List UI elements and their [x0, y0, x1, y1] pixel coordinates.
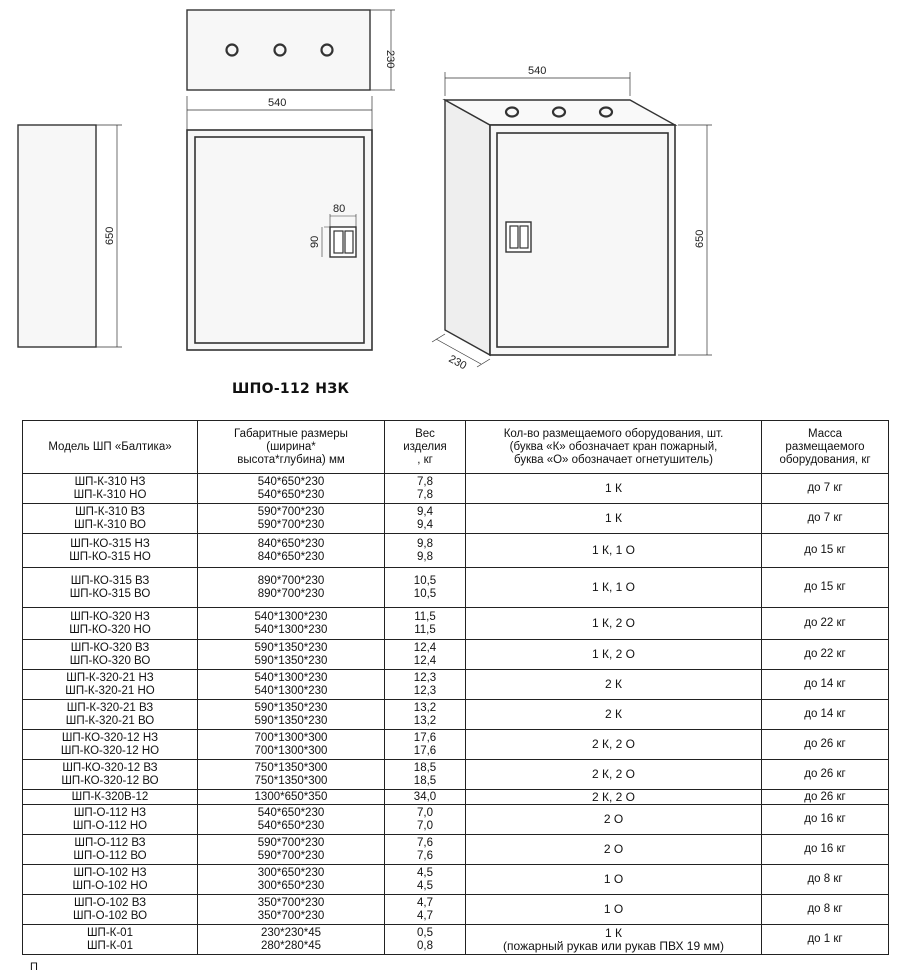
equipment-cell [466, 760, 762, 790]
weight-cell-line: 11,5 [414, 623, 436, 636]
header-weight-line: изделия [403, 440, 447, 453]
weight-cell-line: 7,6 [417, 849, 433, 862]
dimensions-cell [198, 790, 385, 805]
equipment-cell [466, 925, 762, 955]
header-mass-line: оборудования, кг [779, 453, 871, 466]
header-mass [762, 421, 889, 474]
header-weight-line: , кг [417, 453, 433, 466]
weight-cell-line: 9,4 [417, 518, 433, 531]
header-model: Модель ШП «Балтика» [23, 421, 198, 474]
dimensions-cell-line: 350*700*230 [257, 909, 325, 922]
model-cell [23, 700, 198, 730]
header-weight-line: Вес [415, 427, 435, 440]
dimensions-cell-line: 700*1300*300 [254, 744, 328, 757]
model-cell-line: ШП-КО-320-12 НЗ [61, 731, 159, 744]
header-equipment-line: Кол-во размещаемого оборудования, шт. [503, 427, 724, 440]
spec-table-body [23, 474, 889, 955]
weight-cell-line: 12,4 [413, 654, 437, 667]
weight-cell [385, 865, 466, 895]
header-dimensions-line: высота*глубина) мм [237, 453, 345, 466]
model-cell-line: ШП-КО-320 НЗ [70, 610, 150, 623]
model-cell [23, 895, 198, 925]
dimensions-cell-line: 700*1300*300 [254, 731, 328, 744]
dimensions-cell-line: 750*1350*300 [254, 774, 328, 787]
weight-cell [385, 805, 466, 835]
dimensions-cell-line: 590*1350*230 [254, 714, 328, 727]
dimensions-cell [198, 608, 385, 640]
model-cell-line: ШП-КО-320 ВО [69, 654, 151, 667]
header-mass-line: Масса [807, 427, 842, 440]
table-row [23, 670, 889, 700]
model-cell-line: ШП-КО-320-12 ВО [61, 774, 159, 787]
model-cell-line: ШП-О-102 ВЗ [73, 896, 147, 909]
mass-cell: до 26 кг [762, 760, 889, 790]
model-cell [23, 805, 198, 835]
equipment-cell [466, 670, 762, 700]
model-cell-line: ШП-КО-315 ВО [69, 587, 151, 600]
dimensions-cell-line: 540*1300*230 [254, 610, 328, 623]
equipment-cell [466, 865, 762, 895]
table-row [23, 760, 889, 790]
weight-cell-line: 10,5 [413, 587, 437, 600]
dim-iso-height: 650 [694, 229, 706, 248]
dim-side-height: 650 [104, 226, 116, 245]
table-row [23, 474, 889, 504]
table-row [23, 925, 889, 955]
header-dimensions [198, 421, 385, 474]
weight-cell-line: 12,4 [413, 641, 437, 654]
technical-drawing [0, 0, 905, 410]
model-cell [23, 534, 198, 568]
table-row [23, 895, 889, 925]
weight-cell-line: 9,8 [417, 550, 433, 563]
weight-cell-line: 0,5 [417, 926, 433, 939]
model-cell [23, 504, 198, 534]
model-caption: ШПО-112 НЗК [232, 381, 350, 397]
header-dimensions-line: Габаритные размеры [234, 427, 348, 440]
weight-cell-line: 18,5 [413, 761, 437, 774]
dim-handle-width: 80 [333, 203, 346, 215]
dimensions-cell [198, 474, 385, 504]
mass-cell: до 15 кг [762, 568, 889, 608]
table-row [23, 805, 889, 835]
weight-cell-line: 4,5 [417, 866, 433, 879]
model-cell-line: ШП-О-112 НО [72, 819, 148, 832]
table-row [23, 730, 889, 760]
equipment-cell-line: 1 К, 1 О [591, 580, 635, 595]
equipment-cell [466, 805, 762, 835]
dimensions-cell [198, 730, 385, 760]
dimensions-cell-line: 540*650*230 [257, 488, 325, 501]
dimensions-cell [198, 835, 385, 865]
weight-cell-line: 18,5 [413, 774, 437, 787]
dim-handle-height: 90 [309, 235, 321, 248]
model-cell-line: ШП-К-310 НО [73, 488, 147, 501]
dimensions-cell-line: 300*650*230 [257, 866, 325, 879]
dimensions-cell-line: 590*700*230 [257, 836, 325, 849]
dim-front-width: 540 [268, 97, 287, 109]
weight-cell [385, 925, 466, 955]
mass-cell: до 26 кг [762, 730, 889, 760]
table-row [23, 608, 889, 640]
weight-cell [385, 835, 466, 865]
model-cell [23, 925, 198, 955]
table-row [23, 865, 889, 895]
weight-cell-line: 4,7 [417, 909, 433, 922]
mass-cell: до 14 кг [762, 700, 889, 730]
model-cell-line: ШП-О-102 НО [72, 879, 148, 892]
dimensions-cell-line: 280*280*45 [260, 939, 322, 952]
dimensions-cell-line: 540*650*230 [257, 819, 325, 832]
header-equipment-line: буква «О» обозначает огнетушитель) [514, 453, 713, 466]
weight-cell-line: 34,0 [413, 790, 437, 803]
model-cell [23, 640, 198, 670]
dim-iso-width: 540 [528, 65, 547, 77]
mass-cell: до 22 кг [762, 608, 889, 640]
equipment-cell [466, 474, 762, 504]
equipment-cell-line: 1 К, 2 О [591, 647, 635, 662]
model-cell-line: ШП-К-01 [87, 926, 133, 939]
table-row [23, 640, 889, 670]
dimensions-cell [198, 925, 385, 955]
model-cell-line: ШП-К-310 НЗ [74, 475, 146, 488]
weight-cell [385, 504, 466, 534]
weight-cell-line: 13,2 [413, 701, 437, 714]
dimensions-cell-line: 590*700*230 [257, 849, 325, 862]
equipment-cell-line: (пожарный рукав или рукав ПВХ 19 мм) [503, 938, 724, 953]
model-cell-line: ШП-К-310 ВО [74, 518, 146, 531]
equipment-cell-line: 1 О [603, 902, 624, 917]
dimensions-cell-line: 840*650*230 [257, 550, 325, 563]
dimensions-cell [198, 640, 385, 670]
table-row [23, 504, 889, 534]
model-cell-line: ШП-К-320-21 НЗ [66, 671, 154, 684]
table-row [23, 790, 889, 805]
equipment-cell [466, 790, 762, 805]
model-cell-line: ШП-К-320-21 ВО [65, 714, 155, 727]
mass-cell: до 22 кг [762, 640, 889, 670]
equipment-cell [466, 504, 762, 534]
model-cell [23, 608, 198, 640]
model-cell [23, 568, 198, 608]
model-cell [23, 760, 198, 790]
weight-cell [385, 790, 466, 805]
weight-cell-line: 7,0 [417, 806, 433, 819]
mass-cell: до 8 кг [762, 865, 889, 895]
model-cell-line: ШП-КО-320-12 ВЗ [62, 761, 158, 774]
weight-cell-line: 17,6 [413, 744, 437, 757]
dimensions-cell [198, 805, 385, 835]
dim-top-depth: 230 [384, 50, 396, 69]
dimensions-cell-line: 840*650*230 [257, 537, 325, 550]
model-cell-line: ШП-О-112 ВО [73, 849, 147, 862]
equipment-cell-line: 1 К, 1 О [591, 543, 635, 558]
mass-cell: до 8 кг [762, 895, 889, 925]
dimensions-cell-line: 590*1350*230 [254, 654, 328, 667]
dimensions-cell [198, 865, 385, 895]
weight-cell-line: 9,4 [417, 505, 433, 518]
model-cell-line: ШП-К-01 [87, 939, 133, 952]
dimensions-cell-line: 590*700*230 [257, 518, 325, 531]
equipment-cell [466, 700, 762, 730]
dimensions-cell-line: 1300*650*350 [254, 790, 328, 803]
mass-cell: до 1 кг [762, 925, 889, 955]
weight-cell-line: 17,6 [413, 731, 437, 744]
mass-cell: до 16 кг [762, 835, 889, 865]
weight-cell-line: 4,5 [417, 879, 433, 892]
table-header-row [23, 421, 889, 474]
weight-cell [385, 608, 466, 640]
dimensions-cell-line: 350*700*230 [257, 896, 325, 909]
equipment-cell-line: 1 К [605, 925, 622, 940]
equipment-cell [466, 895, 762, 925]
mass-cell: до 26 кг [762, 790, 889, 805]
dimensions-cell-line: 890*700*230 [257, 574, 325, 587]
weight-cell-line: 7,6 [417, 836, 433, 849]
header-dimensions-line: (ширина* [266, 440, 316, 453]
model-cell-line: ШП-К-320-21 ВЗ [66, 701, 154, 714]
model-cell-line: ШП-КО-320-12 НО [60, 744, 160, 757]
equipment-cell [466, 730, 762, 760]
model-cell [23, 865, 198, 895]
footer-note-cut: П [30, 961, 38, 973]
model-cell-line: ШП-КО-315 НО [69, 550, 151, 563]
dim-iso-depth: 230 [446, 353, 469, 373]
weight-cell-line: 10,5 [413, 574, 437, 587]
model-cell-line: ШП-КО-320 НО [69, 623, 151, 636]
dimensions-cell-line: 590*1350*230 [254, 701, 328, 714]
dimensions-cell [198, 534, 385, 568]
model-cell [23, 474, 198, 504]
equipment-cell-line: 2 О [603, 842, 624, 857]
header-weight [385, 421, 466, 474]
model-cell [23, 835, 198, 865]
model-cell-line: ШП-К-310 ВЗ [75, 505, 145, 518]
dimensions-cell [198, 568, 385, 608]
dimensions-cell-line: 590*1350*230 [254, 641, 328, 654]
cabinet-drawing-svg [0, 0, 905, 410]
equipment-cell-line: 1 К [605, 481, 622, 496]
weight-cell-line: 11,5 [414, 610, 436, 623]
weight-cell [385, 534, 466, 568]
equipment-cell-line: 1 К [605, 511, 622, 526]
side-view [18, 125, 96, 347]
mass-cell: до 16 кг [762, 805, 889, 835]
dimensions-cell-line: 540*1300*230 [254, 671, 328, 684]
table-row [23, 700, 889, 730]
weight-cell [385, 760, 466, 790]
weight-cell [385, 730, 466, 760]
weight-cell-line: 7,0 [417, 819, 433, 832]
mass-cell: до 14 кг [762, 670, 889, 700]
weight-cell [385, 568, 466, 608]
dimensions-cell [198, 504, 385, 534]
weight-cell [385, 700, 466, 730]
weight-cell-line: 12,3 [413, 684, 437, 697]
mass-cell: до 7 кг [762, 474, 889, 504]
model-cell-line: ШП-КО-315 НЗ [70, 537, 150, 550]
dimensions-cell [198, 895, 385, 925]
weight-cell-line: 0,8 [417, 939, 433, 952]
weight-cell [385, 895, 466, 925]
model-cell-line: ШП-К-320В-12 [71, 790, 149, 803]
model-cell-line: ШП-КО-320 ВЗ [70, 641, 150, 654]
dimensions-cell-line: 590*700*230 [257, 505, 325, 518]
equipment-cell [466, 640, 762, 670]
weight-cell [385, 474, 466, 504]
equipment-cell-line: 2 О [603, 812, 624, 827]
dimensions-cell-line: 300*650*230 [257, 879, 325, 892]
equipment-cell-line: 2 К, 2 О [591, 767, 635, 782]
dimensions-cell-line: 750*1350*300 [254, 761, 328, 774]
model-cell-line: ШП-О-112 НЗ [73, 806, 147, 819]
dimensions-cell [198, 760, 385, 790]
equipment-cell [466, 835, 762, 865]
iso-side [445, 100, 490, 355]
model-cell-line: ШП-К-320-21 НО [65, 684, 155, 697]
weight-cell [385, 670, 466, 700]
weight-cell-line: 7,8 [417, 475, 433, 488]
model-cell [23, 670, 198, 700]
spec-table [22, 420, 889, 955]
weight-cell-line: 13,2 [413, 714, 437, 727]
top-view [187, 10, 370, 90]
dimensions-cell-line: 230*230*45 [260, 926, 322, 939]
mass-cell: до 7 кг [762, 504, 889, 534]
weight-cell-line: 4,7 [417, 896, 433, 909]
equipment-cell-line: 2 К, 2 О [591, 737, 635, 752]
weight-cell-line: 7,8 [417, 488, 433, 501]
equipment-cell-line: 2 К [605, 677, 622, 692]
header-equipment [466, 421, 762, 474]
table-row [23, 568, 889, 608]
equipment-cell-line: 2 К, 2 О [591, 789, 635, 804]
equipment-cell [466, 608, 762, 640]
weight-cell-line: 9,8 [417, 537, 433, 550]
equipment-cell-line: 2 К [605, 707, 622, 722]
equipment-cell [466, 568, 762, 608]
table-row [23, 534, 889, 568]
model-cell [23, 790, 198, 805]
header-equipment-line: (буква «К» обозначает кран пожарный, [509, 440, 718, 453]
model-cell [23, 730, 198, 760]
equipment-cell-line: 1 О [603, 872, 624, 887]
dimensions-cell-line: 540*650*230 [257, 806, 325, 819]
equipment-cell-line: 1 К, 2 О [591, 616, 635, 631]
table-row [23, 835, 889, 865]
dimensions-cell-line: 540*1300*230 [254, 623, 328, 636]
weight-cell-line: 12,3 [413, 671, 437, 684]
dimensions-cell [198, 700, 385, 730]
model-cell-line: ШП-О-102 НЗ [73, 866, 147, 879]
dimensions-cell-line: 540*650*230 [257, 475, 325, 488]
equipment-cell [466, 534, 762, 568]
weight-cell [385, 640, 466, 670]
model-cell-line: ШП-О-112 ВЗ [74, 836, 146, 849]
mass-cell: до 15 кг [762, 534, 889, 568]
model-cell-line: ШП-КО-315 ВЗ [70, 574, 150, 587]
dimensions-cell [198, 670, 385, 700]
dimensions-cell-line: 890*700*230 [257, 587, 325, 600]
dimensions-cell-line: 540*1300*230 [254, 684, 328, 697]
header-mass-line: размещаемого [785, 440, 865, 453]
model-cell-line: ШП-О-102 ВО [72, 909, 148, 922]
